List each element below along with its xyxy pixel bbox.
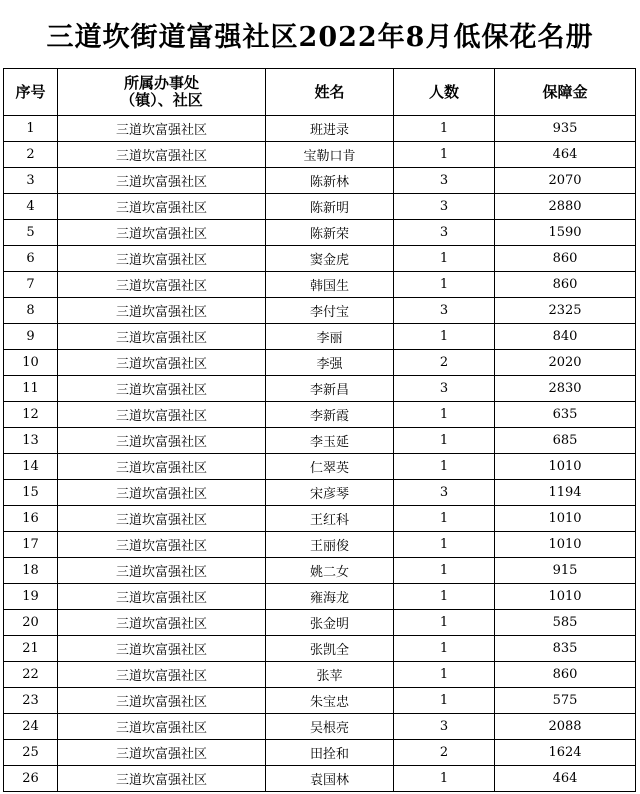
cell-amount: 840 <box>495 324 636 350</box>
cell-count: 1 <box>394 272 495 298</box>
cell-seq: 9 <box>4 324 58 350</box>
cell-name: 姚二女 <box>266 558 394 584</box>
cell-name: 张金明 <box>266 610 394 636</box>
cell-office: 三道坎富强社区 <box>58 142 266 168</box>
cell-count: 1 <box>394 584 495 610</box>
cell-name: 宋彦琴 <box>266 480 394 506</box>
cell-name: 班进录 <box>266 116 394 142</box>
cell-amount: 1010 <box>495 532 636 558</box>
cell-count: 3 <box>394 714 495 740</box>
cell-office: 三道坎富强社区 <box>58 376 266 402</box>
cell-name: 宝勒口肯 <box>266 142 394 168</box>
cell-name: 雍海龙 <box>266 584 394 610</box>
table-row <box>4 662 636 688</box>
cell-amount: 585 <box>495 610 636 636</box>
table-row <box>4 220 636 246</box>
cell-amount: 1010 <box>495 584 636 610</box>
cell-office: 三道坎富强社区 <box>58 428 266 454</box>
cell-amount: 2830 <box>495 376 636 402</box>
cell-count: 3 <box>394 376 495 402</box>
cell-name: 李新霞 <box>266 402 394 428</box>
table-header <box>4 69 636 116</box>
cell-amount: 860 <box>495 272 636 298</box>
cell-count: 1 <box>394 142 495 168</box>
cell-name: 王红科 <box>266 506 394 532</box>
table-row <box>4 532 636 558</box>
cell-count: 1 <box>394 610 495 636</box>
cell-name: 陈新林 <box>266 168 394 194</box>
cell-office: 三道坎富强社区 <box>58 194 266 220</box>
cell-amount: 835 <box>495 636 636 662</box>
cell-seq: 23 <box>4 688 58 714</box>
cell-office: 三道坎富强社区 <box>58 298 266 324</box>
table-row <box>4 376 636 402</box>
cell-amount: 1590 <box>495 220 636 246</box>
cell-amount: 1010 <box>495 506 636 532</box>
table-row <box>4 584 636 610</box>
cell-amount: 1194 <box>495 480 636 506</box>
cell-office: 三道坎富强社区 <box>58 558 266 584</box>
cell-name: 田拴和 <box>266 740 394 766</box>
cell-amount: 2088 <box>495 714 636 740</box>
cell-count: 1 <box>394 116 495 142</box>
cell-office: 三道坎富强社区 <box>58 454 266 480</box>
cell-amount: 860 <box>495 246 636 272</box>
table-row <box>4 740 636 766</box>
cell-seq: 5 <box>4 220 58 246</box>
cell-seq: 6 <box>4 246 58 272</box>
cell-seq: 11 <box>4 376 58 402</box>
cell-amount: 1010 <box>495 454 636 480</box>
cell-seq: 1 <box>4 116 58 142</box>
cell-office: 三道坎富强社区 <box>58 532 266 558</box>
cell-count: 3 <box>394 298 495 324</box>
cell-name: 朱宝忠 <box>266 688 394 714</box>
header-seq: 序号 <box>4 69 58 116</box>
cell-count: 1 <box>394 402 495 428</box>
cell-amount: 935 <box>495 116 636 142</box>
cell-count: 3 <box>394 220 495 246</box>
cell-amount: 2880 <box>495 194 636 220</box>
table-row <box>4 116 636 142</box>
cell-count: 3 <box>394 194 495 220</box>
cell-office: 三道坎富强社区 <box>58 610 266 636</box>
cell-count: 3 <box>394 480 495 506</box>
header-count: 人数 <box>394 69 495 116</box>
cell-seq: 16 <box>4 506 58 532</box>
cell-name: 王丽俊 <box>266 532 394 558</box>
cell-name: 张苹 <box>266 662 394 688</box>
cell-office: 三道坎富强社区 <box>58 584 266 610</box>
cell-office: 三道坎富强社区 <box>58 350 266 376</box>
cell-count: 1 <box>394 688 495 714</box>
cell-office: 三道坎富强社区 <box>58 636 266 662</box>
cell-seq: 2 <box>4 142 58 168</box>
cell-seq: 12 <box>4 402 58 428</box>
cell-amount: 685 <box>495 428 636 454</box>
cell-seq: 18 <box>4 558 58 584</box>
cell-office: 三道坎富强社区 <box>58 506 266 532</box>
cell-seq: 26 <box>4 766 58 792</box>
cell-count: 1 <box>394 636 495 662</box>
cell-amount: 464 <box>495 766 636 792</box>
cell-count: 1 <box>394 532 495 558</box>
cell-seq: 4 <box>4 194 58 220</box>
table-row <box>4 168 636 194</box>
header-amount: 保障金 <box>495 69 636 116</box>
cell-amount: 635 <box>495 402 636 428</box>
table-row <box>4 454 636 480</box>
cell-amount: 2325 <box>495 298 636 324</box>
cell-office: 三道坎富强社区 <box>58 402 266 428</box>
cell-seq: 20 <box>4 610 58 636</box>
cell-office: 三道坎富强社区 <box>58 740 266 766</box>
cell-office: 三道坎富强社区 <box>58 168 266 194</box>
cell-seq: 22 <box>4 662 58 688</box>
cell-seq: 21 <box>4 636 58 662</box>
cell-amount: 464 <box>495 142 636 168</box>
header-office-line2: （镇）、社区 <box>120 91 203 109</box>
cell-count: 2 <box>394 350 495 376</box>
table-row <box>4 688 636 714</box>
cell-name: 陈新荣 <box>266 220 394 246</box>
cell-seq: 14 <box>4 454 58 480</box>
cell-amount: 2020 <box>495 350 636 376</box>
cell-seq: 19 <box>4 584 58 610</box>
header-row <box>4 69 636 116</box>
table-row <box>4 246 636 272</box>
header-office <box>58 69 266 116</box>
cell-office: 三道坎富强社区 <box>58 714 266 740</box>
table-row <box>4 298 636 324</box>
cell-name: 李丽 <box>266 324 394 350</box>
cell-office: 三道坎富强社区 <box>58 688 266 714</box>
table-row <box>4 350 636 376</box>
table-row <box>4 480 636 506</box>
cell-count: 3 <box>394 168 495 194</box>
cell-count: 1 <box>394 428 495 454</box>
cell-amount: 1624 <box>495 740 636 766</box>
cell-count: 1 <box>394 246 495 272</box>
table-row <box>4 506 636 532</box>
cell-office: 三道坎富强社区 <box>58 272 266 298</box>
cell-name: 仁翠英 <box>266 454 394 480</box>
table-row <box>4 194 636 220</box>
cell-name: 陈新明 <box>266 194 394 220</box>
cell-name: 窦金虎 <box>266 246 394 272</box>
cell-count: 1 <box>394 506 495 532</box>
cell-seq: 13 <box>4 428 58 454</box>
header-office-line1: 所属办事处 <box>123 74 199 92</box>
header-name: 姓名 <box>266 69 394 116</box>
cell-amount: 575 <box>495 688 636 714</box>
cell-seq: 3 <box>4 168 58 194</box>
cell-count: 2 <box>394 740 495 766</box>
table-row <box>4 402 636 428</box>
cell-seq: 24 <box>4 714 58 740</box>
cell-count: 1 <box>394 324 495 350</box>
roster-table <box>3 68 636 792</box>
cell-name: 李强 <box>266 350 394 376</box>
table-row <box>4 610 636 636</box>
cell-count: 1 <box>394 766 495 792</box>
cell-count: 1 <box>394 662 495 688</box>
cell-name: 张凯全 <box>266 636 394 662</box>
cell-seq: 15 <box>4 480 58 506</box>
table-row <box>4 636 636 662</box>
cell-count: 1 <box>394 558 495 584</box>
cell-office: 三道坎富强社区 <box>58 480 266 506</box>
cell-count: 1 <box>394 454 495 480</box>
table-row <box>4 766 636 792</box>
cell-amount: 2070 <box>495 168 636 194</box>
cell-seq: 7 <box>4 272 58 298</box>
cell-amount: 915 <box>495 558 636 584</box>
cell-seq: 17 <box>4 532 58 558</box>
cell-seq: 25 <box>4 740 58 766</box>
cell-name: 李玉延 <box>266 428 394 454</box>
cell-office: 三道坎富强社区 <box>58 766 266 792</box>
table-row <box>4 324 636 350</box>
table-body <box>4 116 636 792</box>
cell-office: 三道坎富强社区 <box>58 246 266 272</box>
page-title: 三道坎街道富强社区2022年8月低保花名册 <box>46 21 594 53</box>
cell-office: 三道坎富强社区 <box>58 220 266 246</box>
cell-name: 李新昌 <box>266 376 394 402</box>
cell-office: 三道坎富强社区 <box>58 324 266 350</box>
table-row <box>4 558 636 584</box>
cell-name: 袁国林 <box>266 766 394 792</box>
table-row <box>4 272 636 298</box>
cell-office: 三道坎富强社区 <box>58 662 266 688</box>
table-row <box>4 428 636 454</box>
cell-name: 李付宝 <box>266 298 394 324</box>
cell-seq: 8 <box>4 298 58 324</box>
cell-name: 韩国生 <box>266 272 394 298</box>
cell-seq: 10 <box>4 350 58 376</box>
table-row <box>4 714 636 740</box>
cell-office: 三道坎富强社区 <box>58 116 266 142</box>
cell-amount: 860 <box>495 662 636 688</box>
table-row <box>4 142 636 168</box>
cell-name: 吴根亮 <box>266 714 394 740</box>
